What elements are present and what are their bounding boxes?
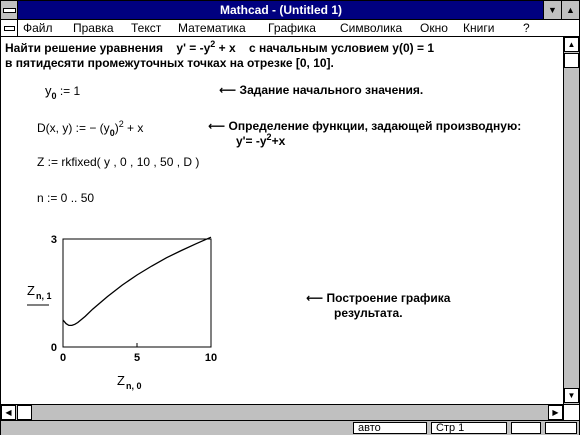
rkfixed-definition[interactable]: Z := rkfixed( y , 0 , 10 , 50 , D ) [37,155,200,169]
plot-comment [306,291,450,305]
minimize-button[interactable] [543,1,561,19]
scroll-right-button[interactable] [548,405,563,420]
status-mode: авто [353,422,427,434]
problem-line-2: в пятидесяти промежуточных точках на отрезке [0, 10]. [5,56,334,70]
dfun-mid: ) [114,121,119,135]
dfun-comment [208,119,521,133]
problem-eq-tail: + x [215,41,236,55]
maximize-icon: ▲ [566,5,575,15]
system-menu-button[interactable] [1,1,18,19]
menu-symbolics[interactable]: Символика [340,21,403,35]
system-menu-icon [3,8,16,13]
y-axis-label: Z [27,283,35,298]
document-system-menu[interactable] [1,20,18,36]
y0-comment-text: Задание начального значения. [239,83,424,97]
window-title: Mathcad - (Untitled 1) [220,3,342,17]
left-arrow-icon: ⟵ [219,83,237,97]
problem-text-a: Найти решение уравнения [5,41,164,55]
menu-help[interactable]: ? [523,21,530,35]
y0-definition[interactable] [45,83,81,101]
menu-edit[interactable]: Правка [73,21,114,35]
menu-graphics[interactable]: Графика [268,21,316,35]
menu-bar [1,20,579,37]
arrow-down-icon: ▼ [567,391,576,400]
arrow-up-icon: ▲ [567,40,576,49]
problem-line-1 [5,41,434,55]
dfun-sub: 0 [109,128,115,138]
dfun-comment-2-exp: 2 [266,132,272,142]
y0-sub: 0 [51,91,57,101]
horizontal-scroll-thumb[interactable] [17,405,32,420]
dfun-tail: + x [123,121,144,135]
y0-var: y [45,83,52,98]
menu-window[interactable]: Окно [420,21,448,35]
menu-file[interactable]: Файл [23,21,53,35]
horizontal-scrollbar[interactable] [1,404,563,420]
x-tick-label: 10 [204,352,218,364]
arrow-left-icon: ◀ [5,408,12,417]
problem-eq-exp: 2 [210,39,216,49]
worksheet[interactable] [1,37,563,404]
status-cell-empty-1 [511,422,541,434]
dfun-comment-2a: y'= -y [236,134,267,148]
menu-math[interactable]: Математика [178,21,246,35]
minimize-icon: ▼ [548,5,557,15]
dfun-comment-line-1: Определение функции, задающей производную: [228,119,522,133]
status-page: Стр 1 [431,422,507,434]
vertical-scroll-thumb[interactable] [564,53,579,68]
vertical-scrollbar[interactable] [563,37,579,404]
problem-equation [176,41,235,55]
y-tick-label: 0 [50,342,57,354]
status-cell-empty-2 [545,422,577,434]
arrow-right-icon: ▶ [552,408,559,417]
title-bar [1,1,579,20]
dfun-lhs: D(x, y) := − (y [37,121,110,135]
plot-comment-line-1: Построение графика [326,291,451,305]
problem-text-b: с начальным условием y(0) = 1 [249,41,434,55]
scroll-corner [563,404,579,420]
dfun-comment-2b: +x [271,134,286,148]
y0-value: := 1 [56,84,81,98]
y-tick-label: 3 [50,234,57,246]
menu-books[interactable]: Книги [463,21,495,35]
y0-comment [219,83,423,97]
dfun-exp: 2 [118,119,124,129]
menu-text[interactable]: Текст [131,21,162,35]
derivative-function-definition[interactable] [37,119,144,138]
left-arrow-icon: ⟵ [208,119,226,133]
x-tick-label: 0 [59,352,67,364]
scroll-up-button[interactable] [564,37,579,52]
scroll-down-button[interactable] [564,388,579,403]
problem-eq-base: y' = -y [176,41,211,55]
x-axis-label: Z [117,373,125,388]
x-tick-label: 5 [133,352,141,364]
dfun-comment-line-2 [236,134,285,148]
maximize-button[interactable] [561,1,579,19]
y-axis-label-sub: n, 1 [36,291,52,301]
document-menu-icon [4,26,15,31]
scroll-left-button[interactable] [1,405,16,420]
plot-frame [63,239,211,347]
range-definition[interactable]: n := 0 .. 50 [37,191,95,205]
plot-comment-line-2: результата. [334,306,403,320]
left-arrow-icon: ⟵ [306,291,324,305]
x-axis-label-sub: n, 0 [126,381,142,391]
status-bar [1,420,579,435]
series-line [63,237,211,325]
xy-plot[interactable] [1,225,241,395]
